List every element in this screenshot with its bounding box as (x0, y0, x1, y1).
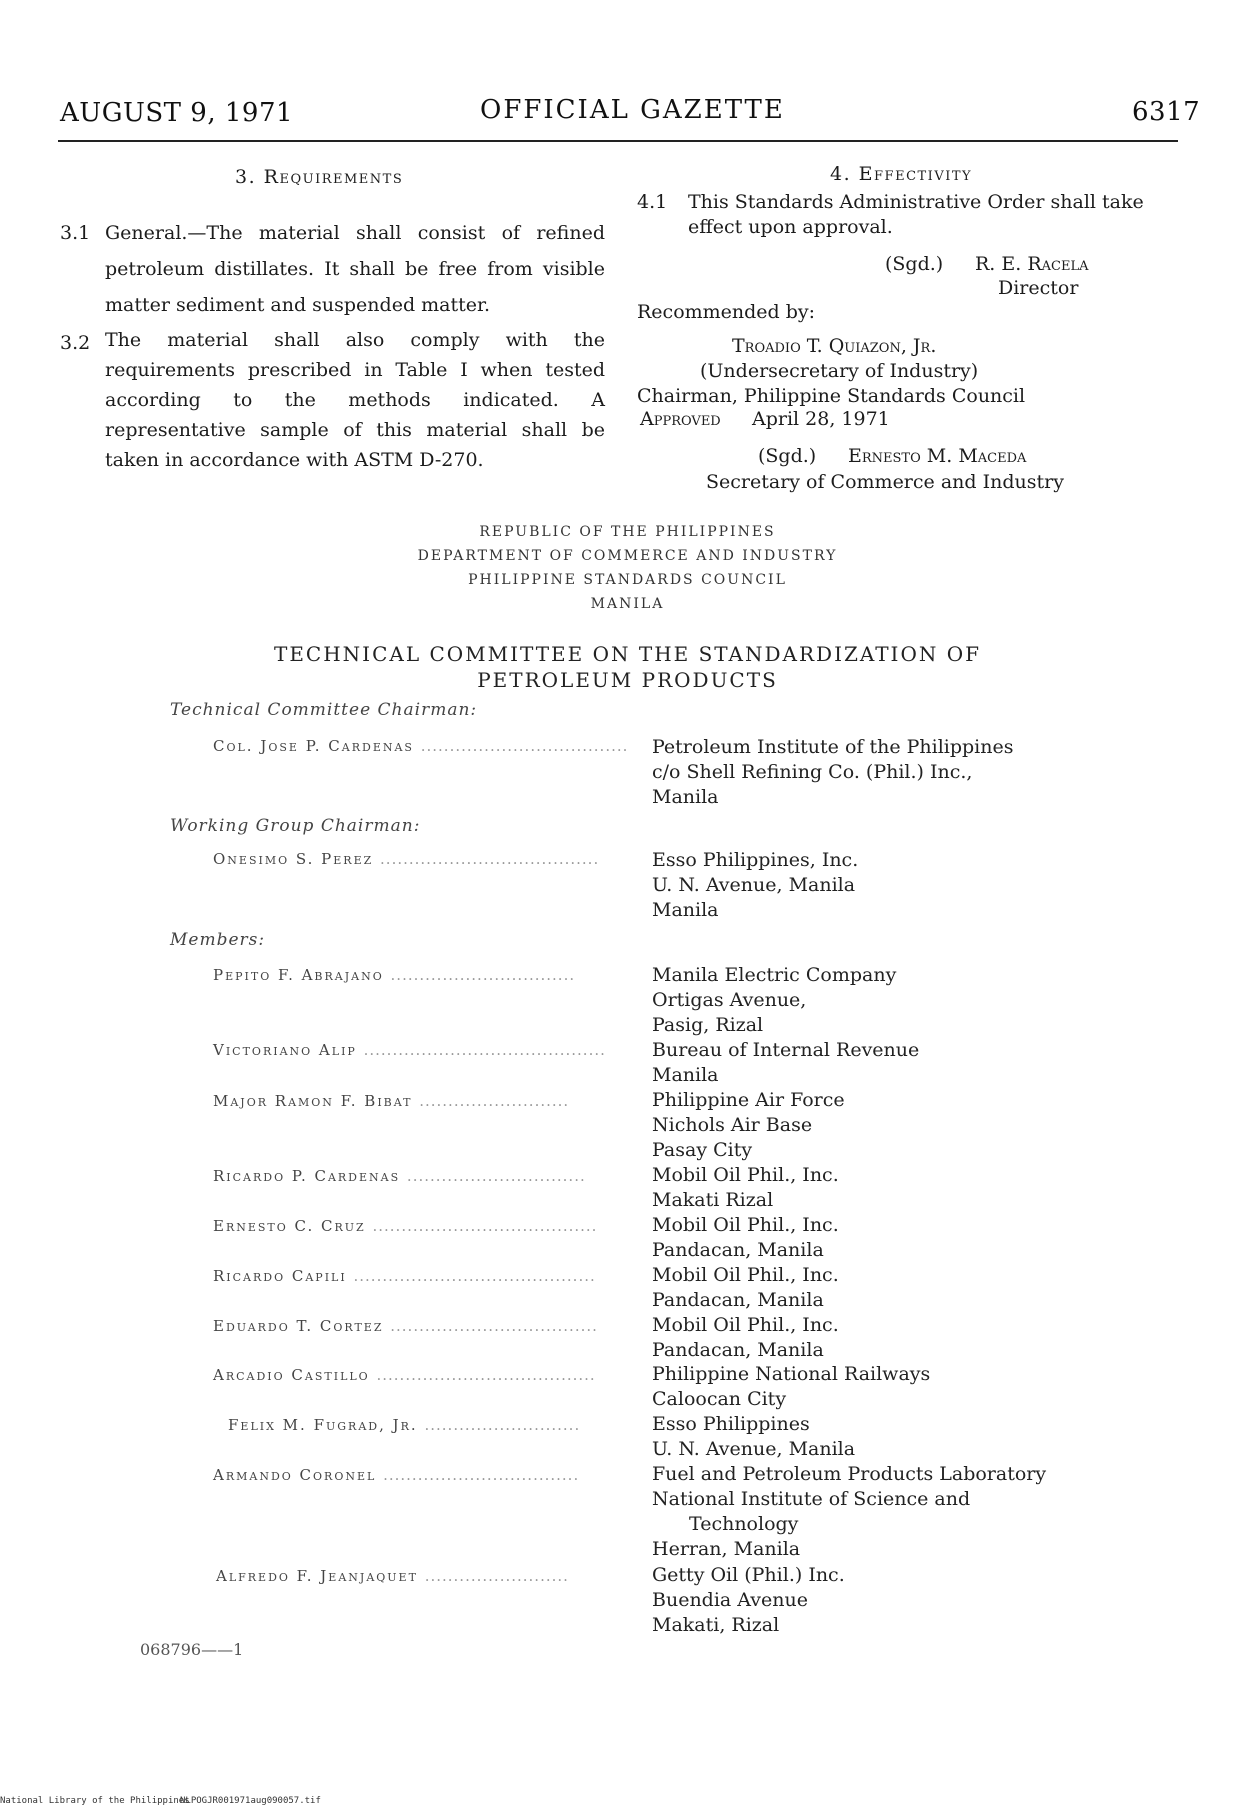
approved-label: Approved (640, 408, 721, 430)
masthead-department: DEPARTMENT OF COMMERCE AND INDUSTRY (417, 548, 838, 564)
masthead-council: PHILIPPINE STANDARDS COUNCIL (468, 572, 787, 588)
gazette-date: AUGUST 9, 1971 (60, 98, 294, 128)
member-name: Alfredo F. Jeanjaquet ......................... (216, 1567, 569, 1585)
signature-sgd: (Sgd.) (885, 253, 944, 275)
header-rule (58, 140, 1178, 142)
member-org: Mobil Oil Phil., Inc. Makati Rizal (652, 1164, 839, 1211)
recommender-position: Chairman, Philippine Standards Council (637, 385, 1026, 407)
member-org: Fuel and Petroleum Products Laboratory National Institute of Science and Technology Herran, Manila (652, 1463, 1047, 1560)
chairman-org: Petroleum Institute of the Philippines c/o Shell Refining Co. (Phil.) Inc., Manila (652, 736, 1014, 808)
signature-name-maceda: Ernesto M. Maceda (848, 445, 1027, 467)
member-name: Victoriano Alip .......................................... (213, 1041, 606, 1059)
signature-title-director: Director (998, 277, 1079, 299)
committee-title-line1: TECHNICAL COMMITTEE ON THE STANDARDIZATION OF (273, 642, 981, 666)
chairman-label: Technical Committee Chairman: (170, 700, 478, 720)
member-org: Mobil Oil Phil., Inc. Pandacan, Manila (652, 1264, 839, 1311)
paragraph-text: General.—The material shall consist of refined petroleum distillates. It shall be free from visible matter sediment and suspended matter. (105, 222, 605, 316)
member-name: Ricardo Capili .......................................... (213, 1267, 596, 1285)
member-org: Philippine National Railways Caloocan City (652, 1363, 931, 1410)
member-name: Ernesto C. Cruz ....................................... (213, 1217, 598, 1235)
committee-title-line2: PETROLEUM PRODUCTS (477, 668, 778, 692)
gazette-title: OFFICIAL GAZETTE (480, 95, 785, 125)
working-group-chairman-org: Esso Philippines, Inc. U. N. Avenue, Manila Manila (652, 849, 859, 921)
approved-date: April 28, 1971 (752, 408, 890, 430)
signature-title-secretary: Secretary of Commerce and Industry (706, 471, 1064, 493)
signature-name-racela: R. E. Racela (975, 253, 1089, 275)
signature-sgd-2: (Sgd.) (758, 445, 817, 467)
chairman-name: Col. Jose P. Cardenas .................................... (213, 737, 629, 755)
member-org: Manila Electric Company Ortigas Avenue, Pasig, Rizal (652, 964, 897, 1036)
member-org: Esso Philippines U. N. Avenue, Manila (652, 1413, 856, 1460)
masthead-republic: REPUBLIC OF THE PHILIPPINES (479, 524, 776, 540)
footer-file: NLPOGJR001971aug090057.tif (180, 1796, 321, 1806)
member-name: Major Ramon F. Bibat .......................... (213, 1092, 570, 1110)
masthead-city: MANILA (590, 596, 665, 612)
working-group-label: Working Group Chairman: (170, 816, 421, 836)
member-name: Pepito F. Abrajano ................................ (213, 966, 576, 984)
member-org: Getty Oil (Phil.) Inc. Buendia Avenue Makati, Rizal (652, 1564, 845, 1636)
paragraph-number: 3.2 (60, 332, 91, 354)
page-number: 6317 (1132, 97, 1201, 127)
member-name: Eduardo T. Cortez .................................... (213, 1317, 598, 1335)
member-org: Philippine Air Force Nichols Air Base Pasay City (652, 1089, 845, 1161)
member-name: Arcadio Castillo ...................................... (213, 1366, 596, 1384)
member-name: Felix M. Fugrad, Jr. ........................... (228, 1416, 581, 1434)
recommended-by-label: Recommended by: (637, 301, 816, 323)
section-heading-effectivity: 4. Effectivity (830, 163, 973, 185)
member-org: Mobil Oil Phil., Inc. Pandacan, Manila (652, 1214, 839, 1261)
member-org: Mobil Oil Phil., Inc. Pandacan, Manila (652, 1314, 839, 1361)
recommender-name: Troadio T. Quiazon, Jr. (732, 335, 937, 357)
printer-code: 068796——1 (140, 1640, 244, 1659)
footer-library: National Library of the Philippines (0, 1796, 190, 1806)
paragraph-text: The material shall also comply with the requirements prescribed in Table I when tested according to the methods indicated. A representative sample of this material shall be taken in accordance with ASTM D-270. (105, 329, 605, 471)
working-group-chairman-name: Onesimo S. Perez ...................................... (213, 850, 600, 868)
paragraph-4-1-text: This Standards Administrative Order shall take effect upon approval. (688, 191, 1144, 238)
members-label: Members: (170, 930, 266, 950)
section-heading-requirements: 3. Requirements (235, 166, 404, 188)
member-name: Armando Coronel .................................. (213, 1466, 580, 1484)
member-org: Bureau of Internal Revenue Manila (652, 1039, 920, 1086)
committee-title (0, 641, 1255, 693)
recommender-title: (Undersecretary of Industry) (700, 360, 979, 382)
paragraph-number: 3.1 (60, 222, 91, 244)
member-name: Ricardo P. Cardenas ............................... (213, 1167, 586, 1185)
masthead (0, 520, 1255, 616)
paragraph-4-1-number: 4.1 (637, 191, 668, 213)
